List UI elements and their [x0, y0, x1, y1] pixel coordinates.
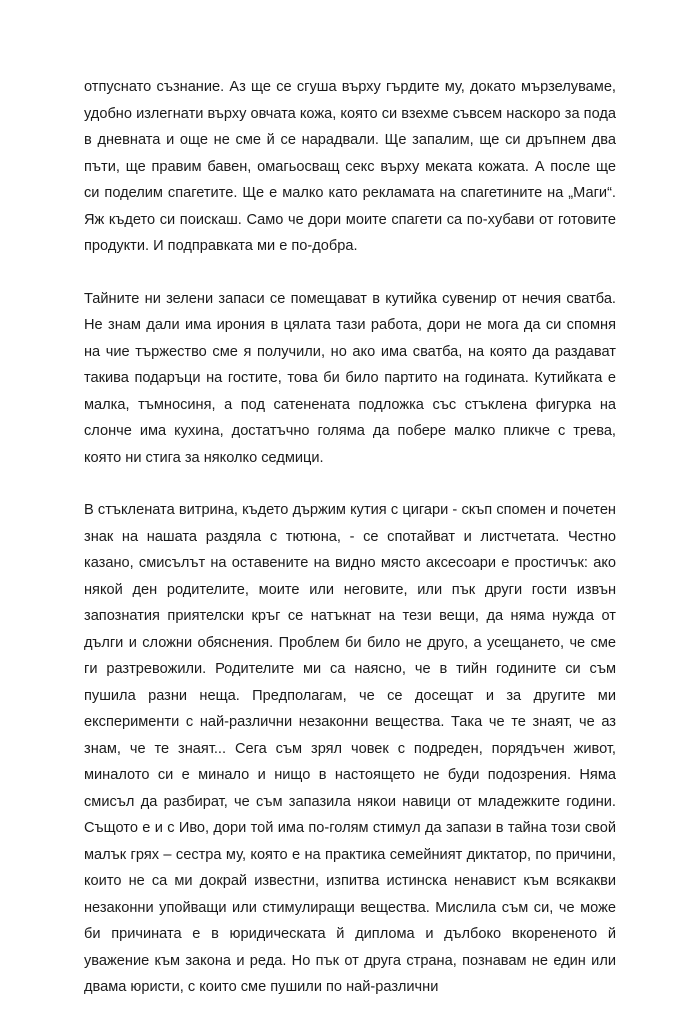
paragraph-3: В стъклената витрина, където държим кутия с цигари - скъп спомен и почетен знак на нашата раздяла с тютюна, - се спотайват и листчетата. Честно казано, смисълът на оставените на видно място аксесоари е простичък: ако някой ден родителите, моите или неговите, или пък други гости извън запознатия приятелски кръг се натъкнат на тези вещи, да няма нужда от дълги и сложни обяснения. Проблем би било не друго, а усещането, че сме ги разтревожили. Родителите ми са наясно, че в тийн годините си съм пушила разни неща. Предполагам, че се досещат и за другите ми експерименти с най-различни незаконни вещества. Така че те знаят, че аз знам, че те знаят... Сега съм зрял човек с подреден, порядъчен живот, миналото си е минало и нищо в настоящето не буди подозрения. Няма смисъл да разбират, че съм запазила някои навици от младежките години. Същото е и с Иво, дори той има по-голям стимул да запази в тайна този свой малък грях – сестра му, която е на практика семейният диктатор, по причини, които не са ми докрай известни, изпитва истинска ненавист към всякакви незаконни упойващи или стимулиращи вещества. Мислила съм си, че може би причината е в юридическата й диплома и дълбоко вкорененото й уважение към закона и реда. Но пък от друга страна, познавам не един или двама юристи, с които сме пушили по най-различни	[84, 502, 616, 995]
paragraph-1: отпуснато съзнание. Аз ще се сгуша върху гърдите му, докато мързелуваме, удобно излегнати върху овчата кожа, която си взехме съвсем наскоро за пода в дневната и още не сме й се нарадвали. Ще запалим, ще си дръпнем два пъти, ще правим бавен, омагьосващ секс върху меката кожата. А после ще си поделим спагетите. Ще е малко като рекламата на спагетините на „Маги“. Яж където си поискаш. Само че дори моите спагети са по-хубави от готовите продукти. И подправката ми е по-добра.	[84, 79, 616, 254]
paragraph-2: Тайните ни зелени запаси се помещават в кутийка сувенир от нечия сватба. Не знам дали има ирония в цялата тази работа, дори не мога да си спомня на чие тържество сме я получили, но ако има сватба, на която да раздават такива подаръци на гостите, това би било партито на годината. Кутийката е малка, тъмносиня, а под сатенената подложка със стъклена фигурка на слонче има кухина, достатъчно голяма да побере малко пликче с трева, която ни стига за няколко седмици.	[84, 290, 616, 466]
document-page	[84, 74, 616, 1027]
